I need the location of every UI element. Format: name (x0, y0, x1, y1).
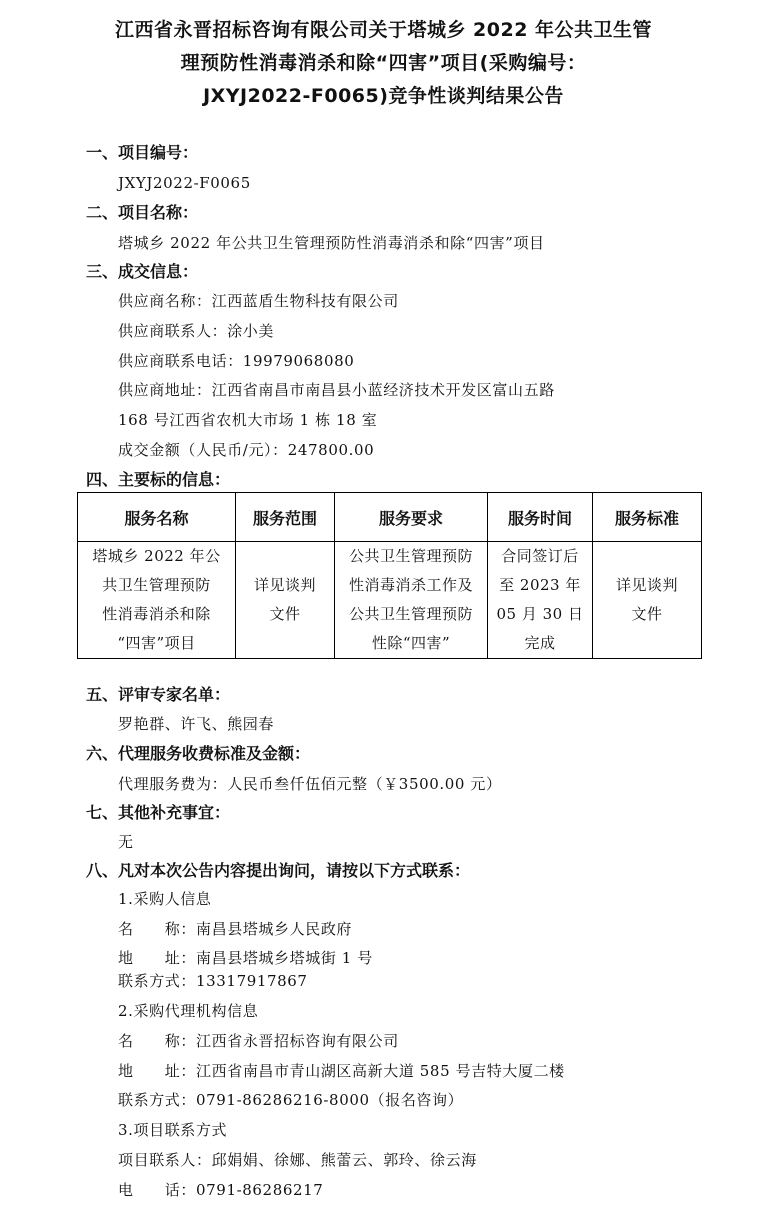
table-header-row (78, 493, 702, 542)
cell-line: “四害”项目 (117, 634, 196, 652)
section-contact-heading: 八、凡对本次公告内容提出询问，请按以下方式联系： (86, 861, 471, 880)
field-label: 地 址： (118, 1062, 197, 1080)
cell-line: 共卫生管理预防 (102, 576, 211, 594)
title-line-2: 理预防性消毒消杀和除“四害”项目(采购编号： (180, 52, 587, 74)
expert-list: 罗艳群、许飞、熊园春 (118, 715, 275, 733)
header-service-time: 服务时间 (488, 493, 593, 542)
cell-line: 性消毒消杀工作及 (348, 576, 473, 594)
cell-service-standard (593, 542, 702, 659)
project-contact-title: 3.项目联系方式 (118, 1121, 228, 1139)
cell-line: 塔城乡 2022 年公 (92, 547, 221, 565)
agency-fee: 代理服务费为：人民币叁仟伍佰元整（￥3500.00 元） (118, 775, 502, 793)
supplier-contact: 供应商联系人：涂小美 (118, 322, 275, 340)
field-label: 电 话： (118, 1181, 197, 1199)
cell-line: 合同签订后 (501, 547, 579, 565)
project-phone (118, 1179, 323, 1201)
purchaser-name (118, 918, 352, 940)
supplier-name: 供应商名称：江西蓝盾生物科技有限公司 (118, 292, 399, 310)
field-value: 0791-86286217 (196, 1181, 324, 1199)
cell-line: 性除“四害” (371, 634, 451, 652)
header-service-standard: 服务标准 (593, 493, 702, 542)
field-value: 江西省南昌市青山湖区高新大道 585 号吉特大厦二楼 (196, 1062, 565, 1080)
table-row (78, 542, 702, 659)
cell-line: 公共卫生管理预防 (348, 547, 473, 565)
field-value: 江西省永晋招标咨询有限公司 (196, 1032, 399, 1050)
field-label: 地 址： (118, 949, 197, 967)
cell-line: 性消毒消杀和除 (102, 605, 211, 623)
section-experts-heading: 五、评审专家名单： (86, 685, 231, 704)
cell-line: 完成 (524, 634, 556, 652)
supplier-address-line-1: 供应商地址：江西省南昌市南昌县小蓝经济技术开发区富山五路 (118, 381, 555, 399)
agency-name (118, 1030, 399, 1052)
subject-info-table (77, 492, 702, 659)
cell-line: 文件 (631, 605, 663, 623)
purchaser-info-title: 1.采购人信息 (118, 890, 212, 908)
cell-service-requirement (335, 542, 488, 659)
supplier-address-line-2: 168 号江西省农机大市场 1 栋 18 室 (118, 411, 378, 429)
cell-line: 至 2023 年 (499, 576, 581, 594)
project-contacts: 项目联系人：邱娟娟、徐娜、熊蕾云、郭玲、徐云海 (118, 1151, 477, 1169)
section-project-name-heading: 二、项目名称： (86, 203, 199, 222)
header-service-scope: 服务范围 (236, 493, 335, 542)
title-line-3: JXYJ2022-F0065)竞争性谈判结果公告 (203, 85, 564, 107)
header-service-requirement: 服务要求 (335, 493, 488, 542)
agency-contact: 联系方式：0791-86286216-8000（报名咨询） (118, 1091, 464, 1109)
cell-service-scope (236, 542, 335, 659)
title-line-1: 江西省永晋招标咨询有限公司关于塔城乡 2022 年公共卫生管 (114, 19, 653, 41)
agency-address (118, 1060, 565, 1082)
cell-service-name (78, 542, 236, 659)
cell-service-time (488, 542, 593, 659)
deal-amount: 成交金额（人民币/元）：247800.00 (118, 441, 375, 459)
section-subject-info-heading: 四、主要标的信息： (86, 470, 231, 489)
purchaser-address (118, 947, 373, 969)
project-name: 塔城乡 2022 年公共卫生管理预防性消毒消杀和除“四害”项目 (118, 234, 545, 252)
section-other-heading: 七、其他补充事宜： (86, 803, 231, 822)
section-deal-info-heading: 三、成交信息： (86, 262, 199, 281)
field-value: 南昌县塔城乡塔城街 1 号 (196, 949, 373, 967)
field-label: 名 称： (118, 920, 197, 938)
other-matters: 无 (118, 833, 134, 851)
document-title (0, 14, 767, 113)
cell-line: 文件 (269, 605, 301, 623)
cell-line: 详见谈判 (253, 576, 316, 594)
cell-line: 公共卫生管理预防 (348, 605, 473, 623)
field-label: 名 称： (118, 1032, 197, 1050)
header-service-name: 服务名称 (78, 493, 236, 542)
purchaser-contact: 联系方式：13317917867 (118, 972, 308, 990)
project-number: JXYJ2022-F0065 (118, 174, 251, 192)
section-fee-heading: 六、代理服务收费标准及金额： (86, 744, 311, 763)
agency-info-title: 2.采购代理机构信息 (118, 1002, 259, 1020)
field-value: 南昌县塔城乡人民政府 (196, 920, 353, 938)
section-project-number-heading: 一、项目编号： (86, 143, 199, 162)
cell-line: 详见谈判 (615, 576, 678, 594)
cell-line: 05 月 30 日 (496, 605, 584, 623)
supplier-phone: 供应商联系电话：19979068080 (118, 352, 355, 370)
